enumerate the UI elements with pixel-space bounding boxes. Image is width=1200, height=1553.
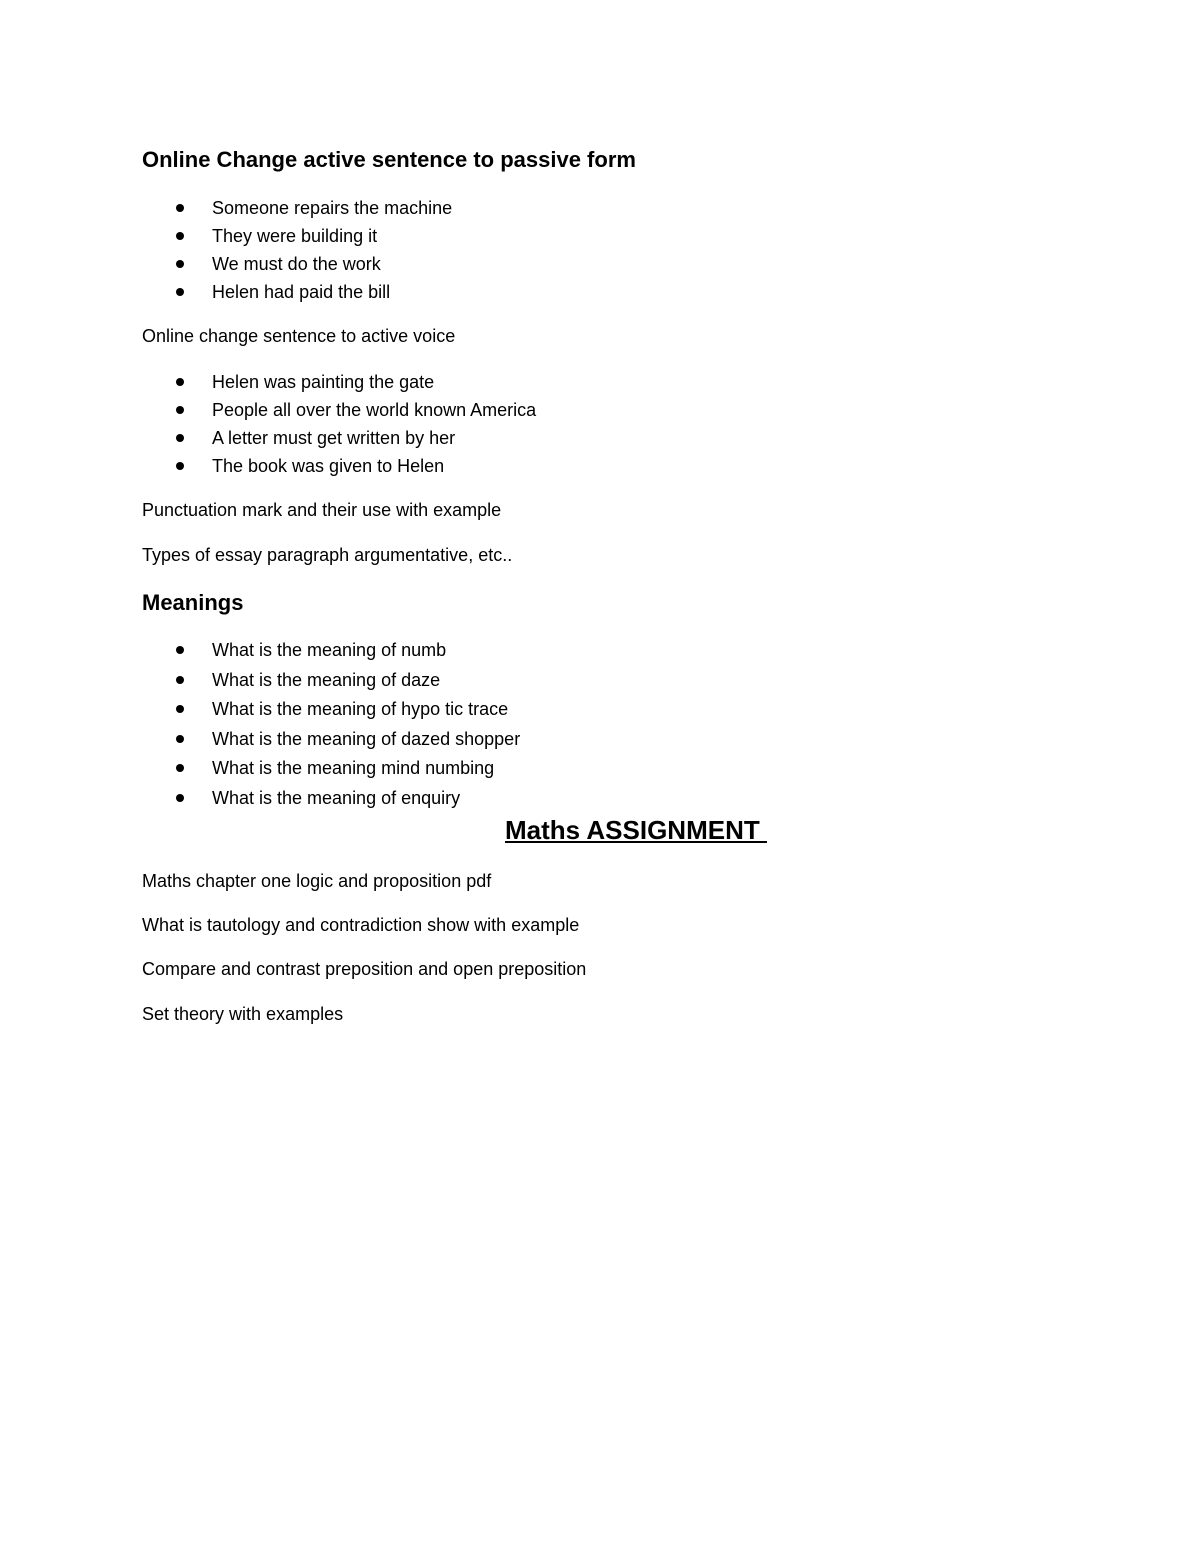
list-item: What is the meaning of dazed shopper <box>142 728 520 750</box>
bullet-icon <box>176 204 184 212</box>
maths-line: Set theory with examples <box>142 1004 344 1024</box>
section-heading-passive: Online Change active sentence to passive form <box>142 147 636 172</box>
list-item: What is the meaning mind numbing <box>142 757 520 779</box>
list-item: What is the meaning of hypo tic trace <box>142 698 520 720</box>
bullet-icon <box>176 705 184 713</box>
list-item: The book was given to Helen <box>142 455 536 477</box>
maths-line: What is tautology and contradiction show with example <box>142 915 580 935</box>
bullet-icon <box>176 260 184 268</box>
bullet-icon <box>176 406 184 414</box>
list-item: What is the meaning of numb <box>142 639 520 661</box>
bullet-icon <box>176 735 184 743</box>
list-item: Someone repairs the machine <box>142 197 452 219</box>
maths-line: Compare and contrast preposition and open preposition <box>142 959 587 979</box>
passive-list <box>142 197 452 309</box>
punctuation-line: Punctuation mark and their use with example <box>142 500 502 520</box>
bullet-icon <box>176 794 184 802</box>
section-heading-active: Online change sentence to active voice <box>142 326 456 346</box>
list-item: They were building it <box>142 225 452 247</box>
bullet-icon <box>176 764 184 772</box>
meanings-list <box>142 639 520 817</box>
active-list <box>142 371 536 483</box>
meanings-heading: Meanings <box>142 590 244 615</box>
bullet-icon <box>176 288 184 296</box>
bullet-icon <box>176 232 184 240</box>
list-item: A letter must get written by her <box>142 427 536 449</box>
maths-assignment-title: Maths ASSIGNMENT <box>505 815 767 845</box>
maths-line: Maths chapter one logic and proposition pdf <box>142 871 492 891</box>
bullet-icon <box>176 676 184 684</box>
list-item: People all over the world known America <box>142 399 536 421</box>
bullet-icon <box>176 646 184 654</box>
list-item: We must do the work <box>142 253 452 275</box>
list-item: What is the meaning of daze <box>142 669 520 691</box>
list-item: What is the meaning of enquiry <box>142 787 520 809</box>
bullet-icon <box>176 434 184 442</box>
list-item: Helen was painting the gate <box>142 371 536 393</box>
list-item: Helen had paid the bill <box>142 281 452 303</box>
bullet-icon <box>176 378 184 386</box>
essay-line: Types of essay paragraph argumentative, etc.. <box>142 545 513 565</box>
bullet-icon <box>176 462 184 470</box>
